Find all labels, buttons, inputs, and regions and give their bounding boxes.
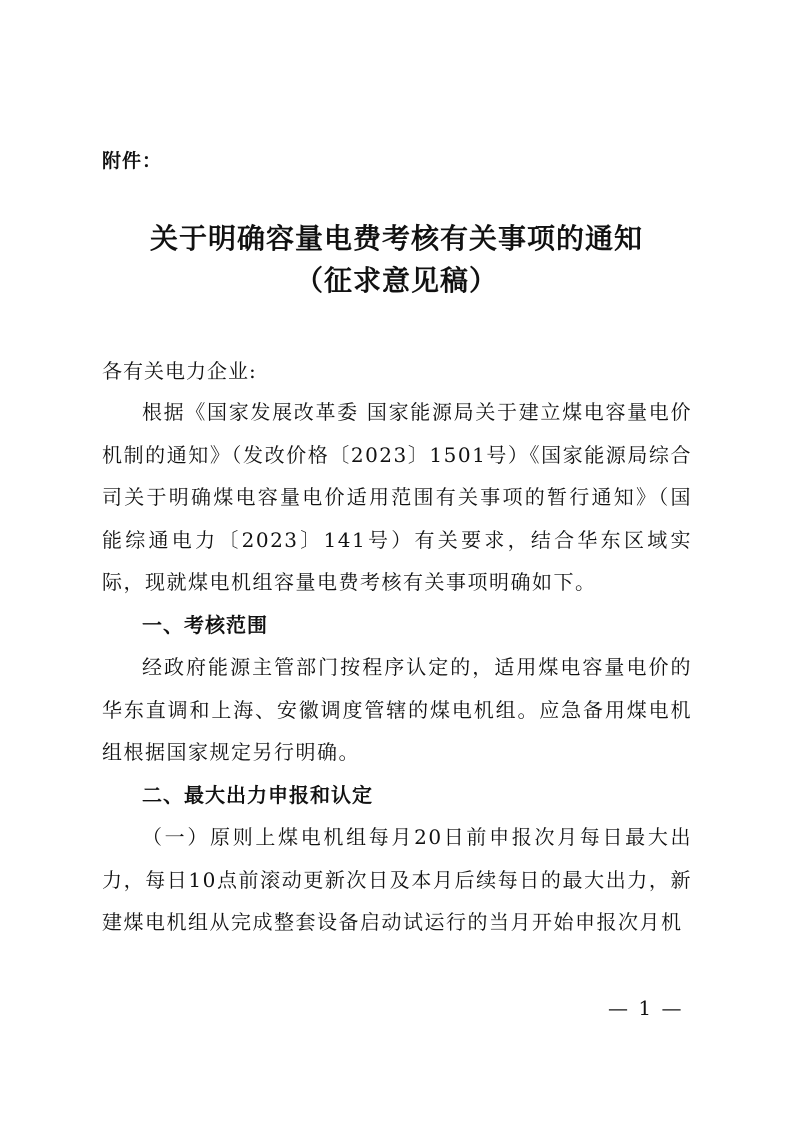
paragraph-scope: 经政府能源主管部门按程序认定的，适用煤电容量电价的华东直调和上海、安徽调度管辖的煤电机组。应急备用煤电机组根据国家规定另行明确。: [102, 655, 692, 764]
document-body: [102, 391, 692, 944]
paragraph-declaration: （一）原则上煤电机组每月20日前申报次月每日最大出力，每日10点前滚动更新次日及本月后续每日的最大出力，新建煤电机组从完成整套设备启动试运行的当月开始申报次月机: [102, 825, 692, 934]
paragraph-basis: 根据《国家发展改革委 国家能源局关于建立煤电容量电价机制的通知》（发改价格〔2023〕1501号）《国家能源局综合司关于明确煤电容量电价适用范围有关事项的暂行通知》（国能综通电力〔2023〕141号）有关要求，结合华东区域实际，现就煤电机组容量电费考核有关事项明确如下。: [102, 400, 692, 594]
salutation: 各有关电力企业:: [102, 359, 257, 383]
section-heading-declaration: 二、最大出力申报和认定: [142, 782, 373, 807]
page-number: — 1 —: [608, 996, 684, 1020]
section-heading-scope: 一、考核范围: [142, 612, 268, 637]
document-subtitle: （征求意见稿）: [294, 264, 498, 297]
document-title: 关于明确容量电费考核有关事项的通知: [149, 222, 643, 255]
attachment-label: 附件：: [102, 150, 163, 172]
